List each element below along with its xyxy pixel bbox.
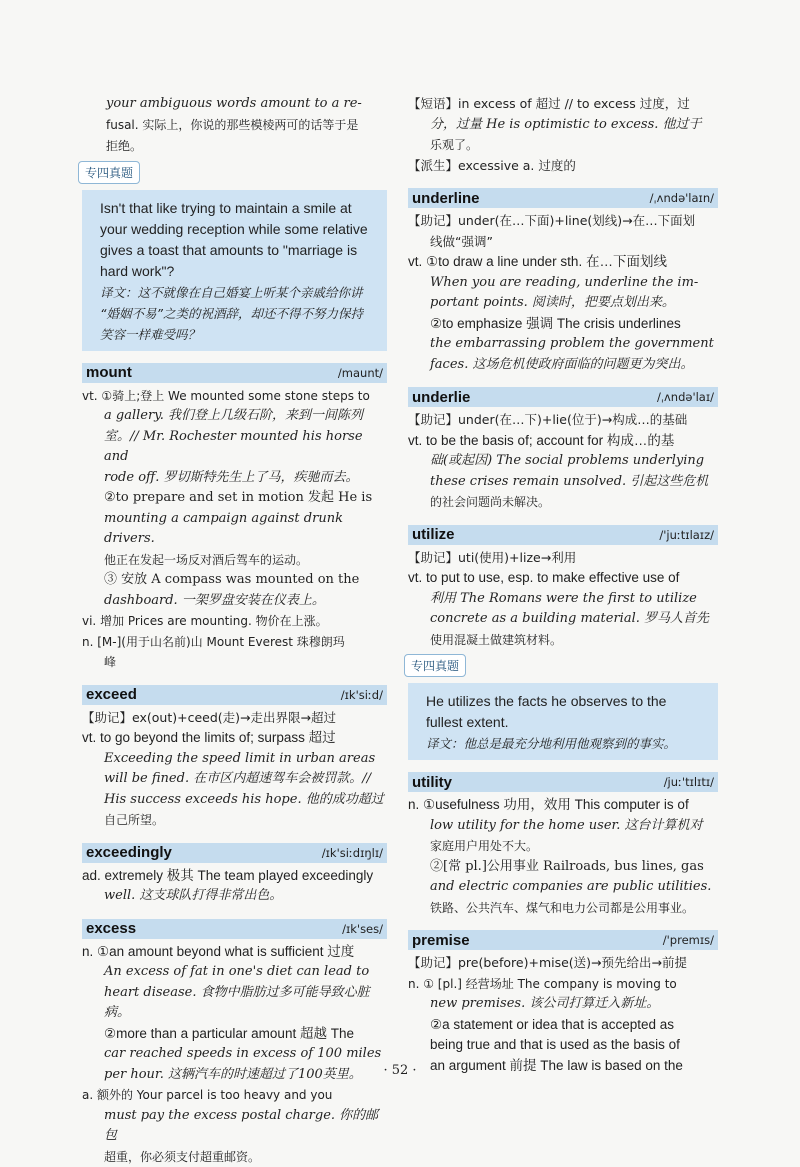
exam-box bbox=[408, 683, 718, 760]
entry-line: vt. ①骑上;登上 We mounted some stone steps to bbox=[82, 386, 387, 407]
entry-line: must pay the excess postal charge. 你的邮包 bbox=[82, 1106, 387, 1147]
exam-tag: 专四真题 bbox=[404, 654, 466, 677]
entry-line: When you are reading, underline the im- bbox=[408, 273, 718, 294]
entry-header-underline bbox=[408, 188, 718, 208]
exam-sentence: He utilizes the facts he observes to the bbox=[426, 691, 708, 712]
entry-line: vi. 增加 Prices are mounting. 物价在上涨。 bbox=[82, 611, 387, 632]
entry-line: a gallery. 我们登上几级石阶，来到一间陈列 bbox=[82, 406, 387, 427]
entry-line: 自己所望。 bbox=[82, 810, 387, 831]
entry-line: ②a statement or idea that is accepted as bbox=[408, 1015, 718, 1036]
headword: utilize bbox=[412, 526, 455, 543]
entry-line: the embarrassing problem the government bbox=[408, 334, 718, 355]
mnemonic: 【助记】under(在…下面)+line(划线)→在…下面划 bbox=[408, 211, 718, 232]
pronunciation: /ˌʌndə'laɪ/ bbox=[657, 390, 714, 404]
entry-body-mount bbox=[82, 386, 387, 673]
mnemonic: 【助记】under(在…下)+lie(位于)→构成…的基础 bbox=[408, 410, 718, 431]
entry-body-excess bbox=[82, 942, 387, 1167]
continued-example: fusal. 实际上，你说的那些模棱两可的话等于是 bbox=[82, 115, 387, 137]
phrase-line: 分，过量 He is optimistic to excess. 他过于 bbox=[408, 115, 718, 136]
exam-translation: “婚姻不易”之类的祝酒辞，却还不得不努力保持 bbox=[100, 303, 377, 324]
entry-line: 室。// Mr. Rochester mounted his horse and bbox=[82, 427, 387, 468]
exam-sentence: your wedding reception while some relative bbox=[100, 219, 377, 240]
entry-header-premise bbox=[408, 930, 718, 950]
exam-sentence: gives a toast that amounts to "marriage is bbox=[100, 240, 377, 261]
entry-line: ③ 安放 A compass was mounted on the bbox=[82, 570, 387, 591]
entry-body-exceed bbox=[82, 708, 387, 831]
exam-box bbox=[82, 190, 387, 351]
pronunciation: /ˌʌndə'laɪn/ bbox=[650, 191, 714, 205]
pronunciation: /ɪk'siːdɪŋlɪ/ bbox=[322, 846, 383, 860]
entry-line: well. 这支球队打得非常出色。 bbox=[82, 886, 387, 907]
headword: underline bbox=[412, 190, 480, 207]
exam-sentence: Isn't that like trying to maintain a smile at bbox=[100, 198, 377, 219]
pronunciation: /maunt/ bbox=[338, 366, 383, 380]
entry-line: 峰 bbox=[82, 652, 387, 673]
pronunciation: /ɪk'ses/ bbox=[342, 922, 383, 936]
entry-line: ②to prepare and set in motion 发起 He is bbox=[82, 488, 387, 509]
continued-example: 拒绝。 bbox=[82, 136, 387, 157]
continued-example: your ambiguous words amount to a re- bbox=[82, 94, 387, 115]
entry-line: rode off. 罗切斯特先生上了马，疾驰而去。 bbox=[82, 468, 387, 489]
mnemonic: 【助记】uti(使用)+lize→利用 bbox=[408, 548, 718, 569]
entry-line: heart disease. 食物中脂肪过多可能导致心脏病。 bbox=[82, 983, 387, 1024]
entry-line: vt. to put to use, esp. to make effective use of bbox=[408, 568, 718, 589]
entry-line: n. ①usefulness 功用，效用 This computer is of bbox=[408, 795, 718, 816]
page-number: · 52 · bbox=[0, 1063, 800, 1078]
entry-line: 他正在发起一场反对酒后驾车的运动。 bbox=[82, 550, 387, 571]
entry-line: 家庭用户用处不大。 bbox=[408, 836, 718, 857]
entry-line: mounting a campaign against drunk drivers. bbox=[82, 509, 387, 550]
entry-line: vt. to be the basis of; account for 构成…的基 bbox=[408, 431, 718, 452]
entry-line: ②[常 pl.]公用事业 Railroads, bus lines, gas bbox=[408, 857, 718, 878]
derivative-line: 【派生】excessive a. 过度的 bbox=[408, 156, 718, 177]
entry-line: n. ①an amount beyond what is sufficient 过度 bbox=[82, 942, 387, 963]
entry-header-excess bbox=[82, 919, 387, 939]
entry-line: 利用 The Romans were the first to utilize bbox=[408, 589, 718, 610]
headword: underlie bbox=[412, 389, 470, 406]
exam-sentence: fullest extent. bbox=[426, 712, 708, 733]
entry-line: a. 额外的 Your parcel is too heavy and you bbox=[82, 1085, 387, 1106]
left-column bbox=[82, 94, 387, 1167]
entry-line: 铁路、公共汽车、煤气和电力公司都是公用事业。 bbox=[408, 898, 718, 919]
entry-line: dashboard. 一架罗盘安装在仪表上。 bbox=[82, 591, 387, 612]
entry-header-utility bbox=[408, 772, 718, 792]
entry-line: Exceeding the speed limit in urban areas bbox=[82, 749, 387, 770]
exam-tag: 专四真题 bbox=[78, 161, 140, 184]
entry-body-underline bbox=[408, 211, 718, 375]
mnemonic: 线做“强调” bbox=[408, 232, 718, 253]
phrase-line: 乐观了。 bbox=[408, 135, 718, 156]
exam-translation: 译文：他总是最充分地利用他观察到的事实。 bbox=[426, 733, 708, 754]
entry-body-underlie bbox=[408, 410, 718, 513]
entry-line: concrete as a building material. 罗马人首先 bbox=[408, 609, 718, 630]
entry-line: new premises. 该公司打算迁入新址。 bbox=[408, 994, 718, 1015]
entry-body-utility bbox=[408, 795, 718, 918]
headword: mount bbox=[86, 364, 132, 381]
entry-line: An excess of fat in one's diet can lead to bbox=[82, 962, 387, 983]
exam-translation: 译文：这不就像在自己婚宴上听某个亲戚给你讲 bbox=[100, 282, 377, 303]
entry-header-exceedingly bbox=[82, 843, 387, 863]
entry-header-utilize bbox=[408, 525, 718, 545]
phrase-line: 【短语】in excess of 超过 // to excess 过度，过 bbox=[408, 94, 718, 115]
entry-line: per hour. 这辆汽车的时速超过了100英里。 bbox=[82, 1065, 387, 1086]
entry-line: ad. extremely 极其 The team played exceedingly bbox=[82, 866, 387, 887]
entry-body-premise bbox=[408, 953, 718, 1076]
headword: utility bbox=[412, 774, 452, 791]
entry-line: and electric companies are public utilities. bbox=[408, 877, 718, 898]
entry-line: 超重，你必须支付超重邮资。 bbox=[82, 1147, 387, 1167]
entry-line: low utility for the home user. 这台计算机对 bbox=[408, 816, 718, 837]
entry-line: an argument 前提 The law is based on the bbox=[408, 1056, 718, 1077]
entry-line: ②to emphasize 强调 The crisis underlines bbox=[408, 314, 718, 335]
mnemonic: 【助记】ex(out)+ceed(走)→走出界限→超过 bbox=[82, 708, 387, 729]
entry-line: n. ① [pl.] 经营场址 The company is moving to bbox=[408, 974, 718, 995]
entry-line: portant points. 阅读时，把要点划出来。 bbox=[408, 293, 718, 314]
headword: exceedingly bbox=[86, 844, 172, 861]
pronunciation: /ɪk'siːd/ bbox=[341, 688, 383, 702]
entry-header-exceed bbox=[82, 685, 387, 705]
entry-line: n. [M-](用于山名前)山 Mount Everest 珠穆朗玛 bbox=[82, 632, 387, 653]
exam-sentence: hard work"? bbox=[100, 261, 377, 282]
entry-header-underlie bbox=[408, 387, 718, 407]
entry-line: faces. 这场危机使政府面临的问题更为突出。 bbox=[408, 355, 718, 376]
entry-line: ②more than a particular amount 超越 The bbox=[82, 1024, 387, 1045]
entry-line: will be fined. 在市区内超速驾车会被罚款。// bbox=[82, 769, 387, 790]
entry-line: 础(或起因) The social problems underlying bbox=[408, 451, 718, 472]
entry-line: 使用混凝土做建筑材料。 bbox=[408, 630, 718, 651]
entry-header-mount bbox=[82, 363, 387, 383]
entry-body-utilize bbox=[408, 548, 718, 651]
pronunciation: /'premɪs/ bbox=[663, 933, 714, 947]
entry-line: vt. to go beyond the limits of; surpass 超过 bbox=[82, 728, 387, 749]
headword: premise bbox=[412, 932, 470, 949]
entry-line: car reached speeds in excess of 100 miles bbox=[82, 1044, 387, 1065]
exam-translation: 笑容一样难受吗？ bbox=[100, 324, 377, 345]
entry-line: these crises remain unsolved. 引起这些危机 bbox=[408, 472, 718, 493]
mnemonic: 【助记】pre(before)+mise(送)→预先给出→前提 bbox=[408, 953, 718, 974]
entry-line: 的社会问题尚未解决。 bbox=[408, 492, 718, 513]
entry-line: being true and that is used as the basis of bbox=[408, 1035, 718, 1056]
pronunciation: /'juːtɪlaɪz/ bbox=[659, 528, 714, 542]
pronunciation: /juː'tɪlɪtɪ/ bbox=[664, 775, 714, 789]
headword: excess bbox=[86, 920, 136, 937]
entry-line: vt. ①to draw a line under sth. 在…下面划线 bbox=[408, 252, 718, 273]
entry-line: His success exceeds his hope. 他的成功超过 bbox=[82, 790, 387, 811]
entry-body-exceedingly bbox=[82, 866, 387, 907]
right-column bbox=[408, 94, 718, 1076]
headword: exceed bbox=[86, 686, 137, 703]
